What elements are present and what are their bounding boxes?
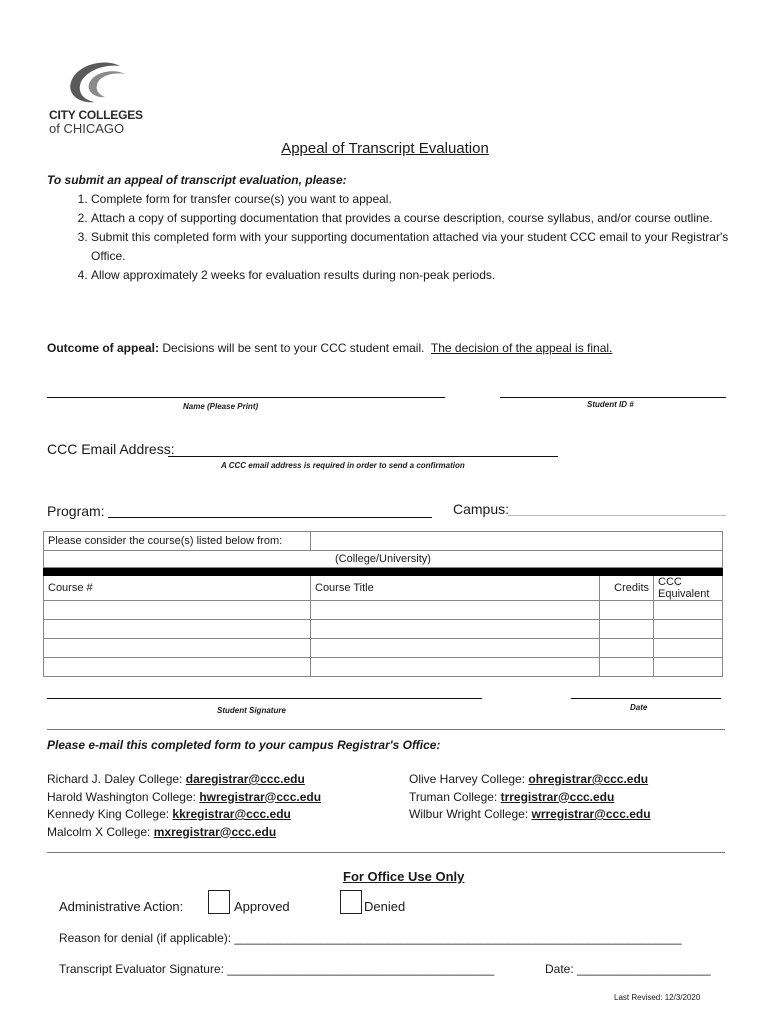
- email-note: A CCC email address is required in order to send a confirmation: [221, 461, 465, 470]
- outcome-final: The decision of the appeal is final.: [430, 341, 613, 355]
- table-cell[interactable]: [44, 620, 311, 639]
- student-id-field[interactable]: [500, 397, 726, 398]
- college-name: Olive Harvey College:: [409, 772, 529, 786]
- student-id-caption: Student ID #: [587, 400, 634, 409]
- table-cell[interactable]: [311, 620, 600, 639]
- divider: [47, 729, 725, 730]
- approved-label: Approved: [234, 899, 290, 914]
- table-cell[interactable]: [654, 601, 723, 620]
- approved-checkbox[interactable]: [208, 890, 230, 914]
- contacts-right: [409, 771, 651, 824]
- table-cell[interactable]: [44, 601, 311, 620]
- courses-table: [43, 531, 723, 677]
- steps-list: [47, 190, 731, 285]
- college-field[interactable]: [311, 532, 723, 551]
- list-item: 1. Complete form for transfer course(s) you want to appeal.: [91, 190, 731, 209]
- campus-field[interactable]: [508, 515, 726, 516]
- name-field[interactable]: [47, 397, 445, 398]
- table-cell[interactable]: [44, 658, 311, 677]
- email-link[interactable]: hwregistrar@ccc.edu: [199, 789, 322, 804]
- logo: [47, 60, 157, 140]
- logo-line2: of CHICAGO: [49, 121, 125, 136]
- email-field[interactable]: [168, 456, 558, 457]
- email-link[interactable]: daregistrar@ccc.edu: [185, 772, 305, 786]
- logo-line1: CITY COLLEGES: [49, 108, 143, 122]
- logo-swoosh-icon: [65, 60, 135, 108]
- college-caption: (College/University): [44, 551, 723, 568]
- table-cell[interactable]: [654, 639, 723, 658]
- email-link[interactable]: kkregistrar@ccc.edu: [172, 807, 291, 821]
- header-credits: Credits: [600, 576, 654, 601]
- outcome-label: Outcome of appeal:: [47, 341, 160, 355]
- date-caption: Date: [630, 703, 648, 712]
- date-field[interactable]: [571, 698, 721, 699]
- table-cell[interactable]: [600, 601, 654, 620]
- list-item: [409, 789, 651, 807]
- outcome-text: Decisions will be sent to your CCC student email.: [159, 341, 431, 355]
- program-field[interactable]: [108, 517, 432, 518]
- student-signature-caption: Student Signature: [217, 706, 286, 715]
- program-label: Program:: [47, 503, 105, 519]
- admin-action-label: Administrative Action:: [59, 899, 184, 914]
- campus-label: Campus:: [453, 501, 510, 517]
- name-caption: Name (Please Print): [183, 402, 259, 411]
- college-name: Malcolm X College:: [47, 824, 154, 839]
- email-link[interactable]: wrregistrar@ccc.edu: [531, 807, 651, 821]
- college-name: Kennedy King College:: [47, 807, 173, 821]
- header-course-title: Course Title: [311, 576, 600, 601]
- student-signature-field[interactable]: [47, 698, 482, 699]
- office-heading: For Office Use Only: [343, 869, 465, 884]
- consider-label: Please consider the course(s) listed below from:: [44, 532, 311, 551]
- list-item: 2. Attach a copy of supporting documentation that provides a course description, course syllabus, and/or course outline.: [91, 209, 731, 228]
- header-ccc-equivalent: CCC Equivalent: [654, 576, 723, 601]
- table-cell[interactable]: [311, 639, 600, 658]
- divider: [47, 852, 725, 853]
- college-name: Wilbur Wright College:: [409, 807, 532, 821]
- email-link[interactable]: ohregistrar@ccc.edu: [528, 772, 649, 786]
- table-divider: [44, 568, 723, 576]
- table-row: [44, 620, 723, 639]
- college-name: Truman College:: [409, 789, 501, 804]
- office-date-label: Date: ____________________: [545, 962, 711, 976]
- list-item: [47, 824, 321, 842]
- table-cell[interactable]: [311, 601, 600, 620]
- table-cell[interactable]: [44, 639, 311, 658]
- table-cell[interactable]: [654, 620, 723, 639]
- list-item: [409, 806, 651, 824]
- email-section-heading: Please e-mail this completed form to your campus Registrar's Office:: [47, 738, 441, 752]
- email-label: CCC Email Address:: [47, 441, 175, 457]
- contacts-left: [47, 771, 321, 841]
- header-course-num: Course #: [44, 576, 311, 601]
- table-cell[interactable]: [600, 639, 654, 658]
- page-title: Appeal of Transcript Evaluation: [281, 140, 489, 157]
- reason-label: Reason for denial (if applicable): ___________________________________________________________________: [59, 931, 682, 945]
- intro-text: To submit an appeal of transcript evaluation, please:: [47, 173, 347, 187]
- list-item: [47, 789, 321, 807]
- table-row: [44, 639, 723, 658]
- table-cell[interactable]: [311, 658, 600, 677]
- list-item: [409, 771, 651, 789]
- list-item: 3. Submit this completed form with your supporting documentation attached via your student CCC email to your Registrar's Office.: [91, 228, 731, 266]
- college-name: Harold Washington College:: [47, 789, 200, 804]
- email-link[interactable]: trregistrar@ccc.edu: [500, 789, 615, 804]
- table-row: [44, 658, 723, 677]
- list-item: [47, 806, 321, 824]
- college-name: Richard J. Daley College:: [47, 772, 186, 786]
- table-cell[interactable]: [654, 658, 723, 677]
- denied-label: Denied: [364, 899, 406, 914]
- table-row: [44, 601, 723, 620]
- list-item: [47, 771, 321, 789]
- outcome-line: [47, 341, 612, 355]
- denied-checkbox[interactable]: [340, 890, 362, 914]
- evaluator-signature-label: Transcript Evaluator Signature: ________________________________________: [59, 962, 495, 976]
- email-link[interactable]: mxregistrar@ccc.edu: [153, 824, 277, 839]
- footer-revised: Last Revised: 12/3/2020: [614, 993, 701, 1002]
- table-cell[interactable]: [600, 658, 654, 677]
- list-item: 4. Allow approximately 2 weeks for evaluation results during non-peak periods.: [91, 266, 731, 285]
- table-cell[interactable]: [600, 620, 654, 639]
